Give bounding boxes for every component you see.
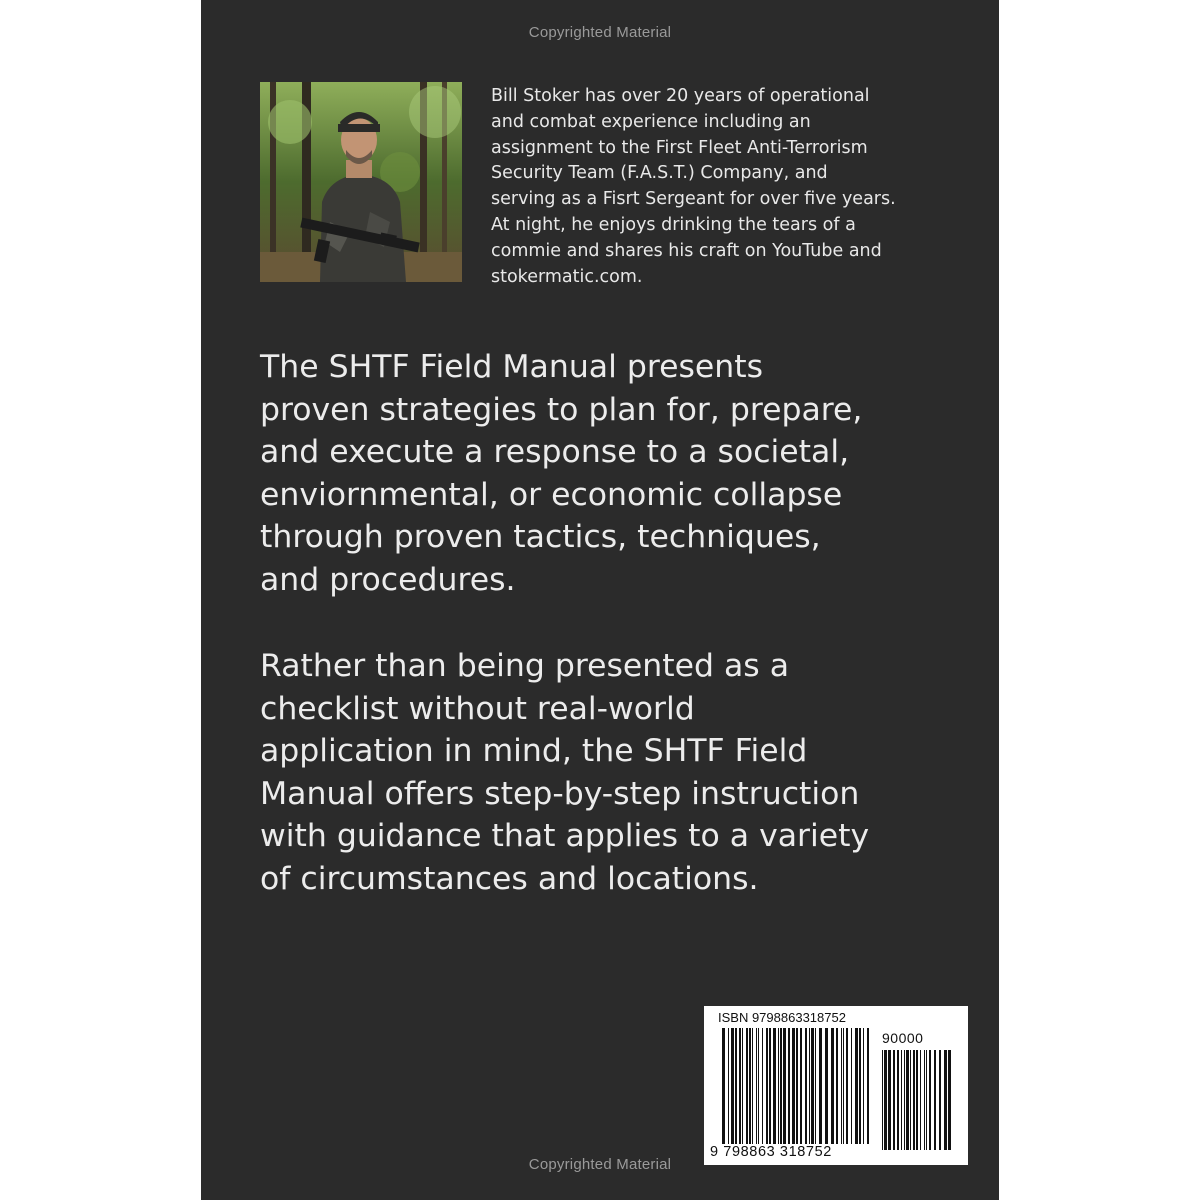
author-photo-illustration [260,82,462,282]
barcode-bar [780,1028,782,1158]
isbn-barcode [704,1006,968,1165]
barcode-bar [920,1050,921,1150]
barcode-bar [906,1050,909,1150]
barcode-bar [809,1028,810,1158]
barcode-bar [735,1028,737,1158]
barcode-bar [819,1028,822,1158]
author-bio-line: Security Team (F.A.S.T.) Company, and [491,163,828,184]
book-back-cover [201,0,999,1200]
blurb-line: and procedures. [260,561,516,598]
blurb-line: proven strategies to plan for, prepare, [260,391,863,428]
barcode-bar [788,1028,790,1158]
barcode-bar [939,1050,941,1150]
barcode-addon-bars [882,1050,952,1150]
barcode-bar [846,1028,848,1158]
barcode-bar [728,1028,729,1158]
blurb-line: The SHTF Field Manual presents [260,349,764,385]
barcode-bar [897,1050,899,1150]
barcode-bar [800,1028,802,1158]
barcode-bar [805,1028,807,1158]
blurb-line: Rather than being presented as a [260,648,790,684]
author-bio-line: assignment to the First Fleet Anti-Terrorism [491,137,868,158]
price-code: 90000 [882,1030,924,1046]
author-bio-line: and combat experience including an [491,111,811,132]
barcode-bar [934,1050,936,1150]
barcode-bar [884,1050,887,1150]
barcode-bar [867,1028,869,1158]
watermark-top: Copyrighted Material [528,24,672,41]
barcode-bar [926,1050,927,1150]
barcode-bar [910,1050,911,1150]
barcode-bar [752,1028,753,1158]
blurb-line: and execute a response to a societal, [260,434,850,471]
barcode-bar [739,1028,741,1158]
barcode-bar [863,1028,864,1158]
barcode-bar [904,1050,905,1150]
isbn-digits: 9 798863 318752 [710,1144,870,1160]
blurb-line: checklist without real-world [260,690,695,727]
barcode-bar [859,1028,861,1158]
barcode-bar [825,1028,828,1158]
barcode-bar [746,1028,748,1158]
barcode-bar [773,1028,776,1158]
blurb-line: application in mind, the SHTF Field [260,733,808,770]
barcode-bar [749,1028,751,1158]
barcode-bar [756,1028,757,1158]
author-photo [260,82,462,282]
blurb-line: Manual offers step-by-step instruction [260,775,860,812]
isbn-label: ISBN 9798863318752 [718,1010,846,1025]
barcode-bar [843,1028,844,1158]
barcode-bar [766,1028,768,1158]
barcode-bar [855,1028,858,1158]
barcode-bar [851,1028,852,1158]
barcode-bar [836,1028,838,1158]
barcode-bar [769,1028,771,1158]
blurb-line: with guidance that applies to a variety [260,818,870,855]
barcode-bar [831,1028,834,1158]
author-bio-line: Bill Stoker has over 20 years of operational [491,86,870,106]
blurb-line: enviornmental, or economic collapse [260,476,843,513]
barcode-bar [778,1028,779,1158]
barcode-bar [929,1050,931,1150]
barcode-bar [722,1028,725,1158]
blurb-line: of circumstances and locations. [260,860,759,897]
watermark-bottom: Copyrighted Material [528,1156,672,1173]
barcode-bar [796,1028,798,1158]
barcode-bar [916,1050,918,1150]
barcode-bar [783,1028,786,1158]
barcode-bar [758,1028,759,1158]
barcode-bar [815,1028,816,1158]
barcode-bar [792,1028,795,1158]
barcode-bar [948,1050,951,1150]
barcode-bar [893,1050,895,1150]
barcode-bar [882,1050,883,1150]
author-bio [491,84,961,290]
barcode-bar [888,1050,891,1150]
blurb-paragraph-1 [260,346,980,602]
author-bio-line: At night, he enjoys drinking the tears of a [491,214,856,235]
barcode-bar [742,1028,743,1158]
barcode-bar [731,1028,734,1158]
author-bio-line: stokermatic.com. [491,266,643,287]
barcode-bar [901,1050,902,1150]
blurb-line: through proven tactics, techniques, [260,519,821,556]
barcode-bar [811,1028,814,1158]
author-bio-line: serving as a Fisrt Sergeant for over five years. [491,189,896,210]
barcode-bar [944,1050,947,1150]
barcode-bar [762,1028,763,1158]
barcode-bar [913,1050,915,1150]
blurb-paragraph-2 [260,645,980,901]
barcode-bars [722,1028,870,1158]
author-bio-line: commie and shares his craft on YouTube and [491,240,882,261]
barcode-bar [841,1028,842,1158]
barcode-bar [924,1050,925,1150]
